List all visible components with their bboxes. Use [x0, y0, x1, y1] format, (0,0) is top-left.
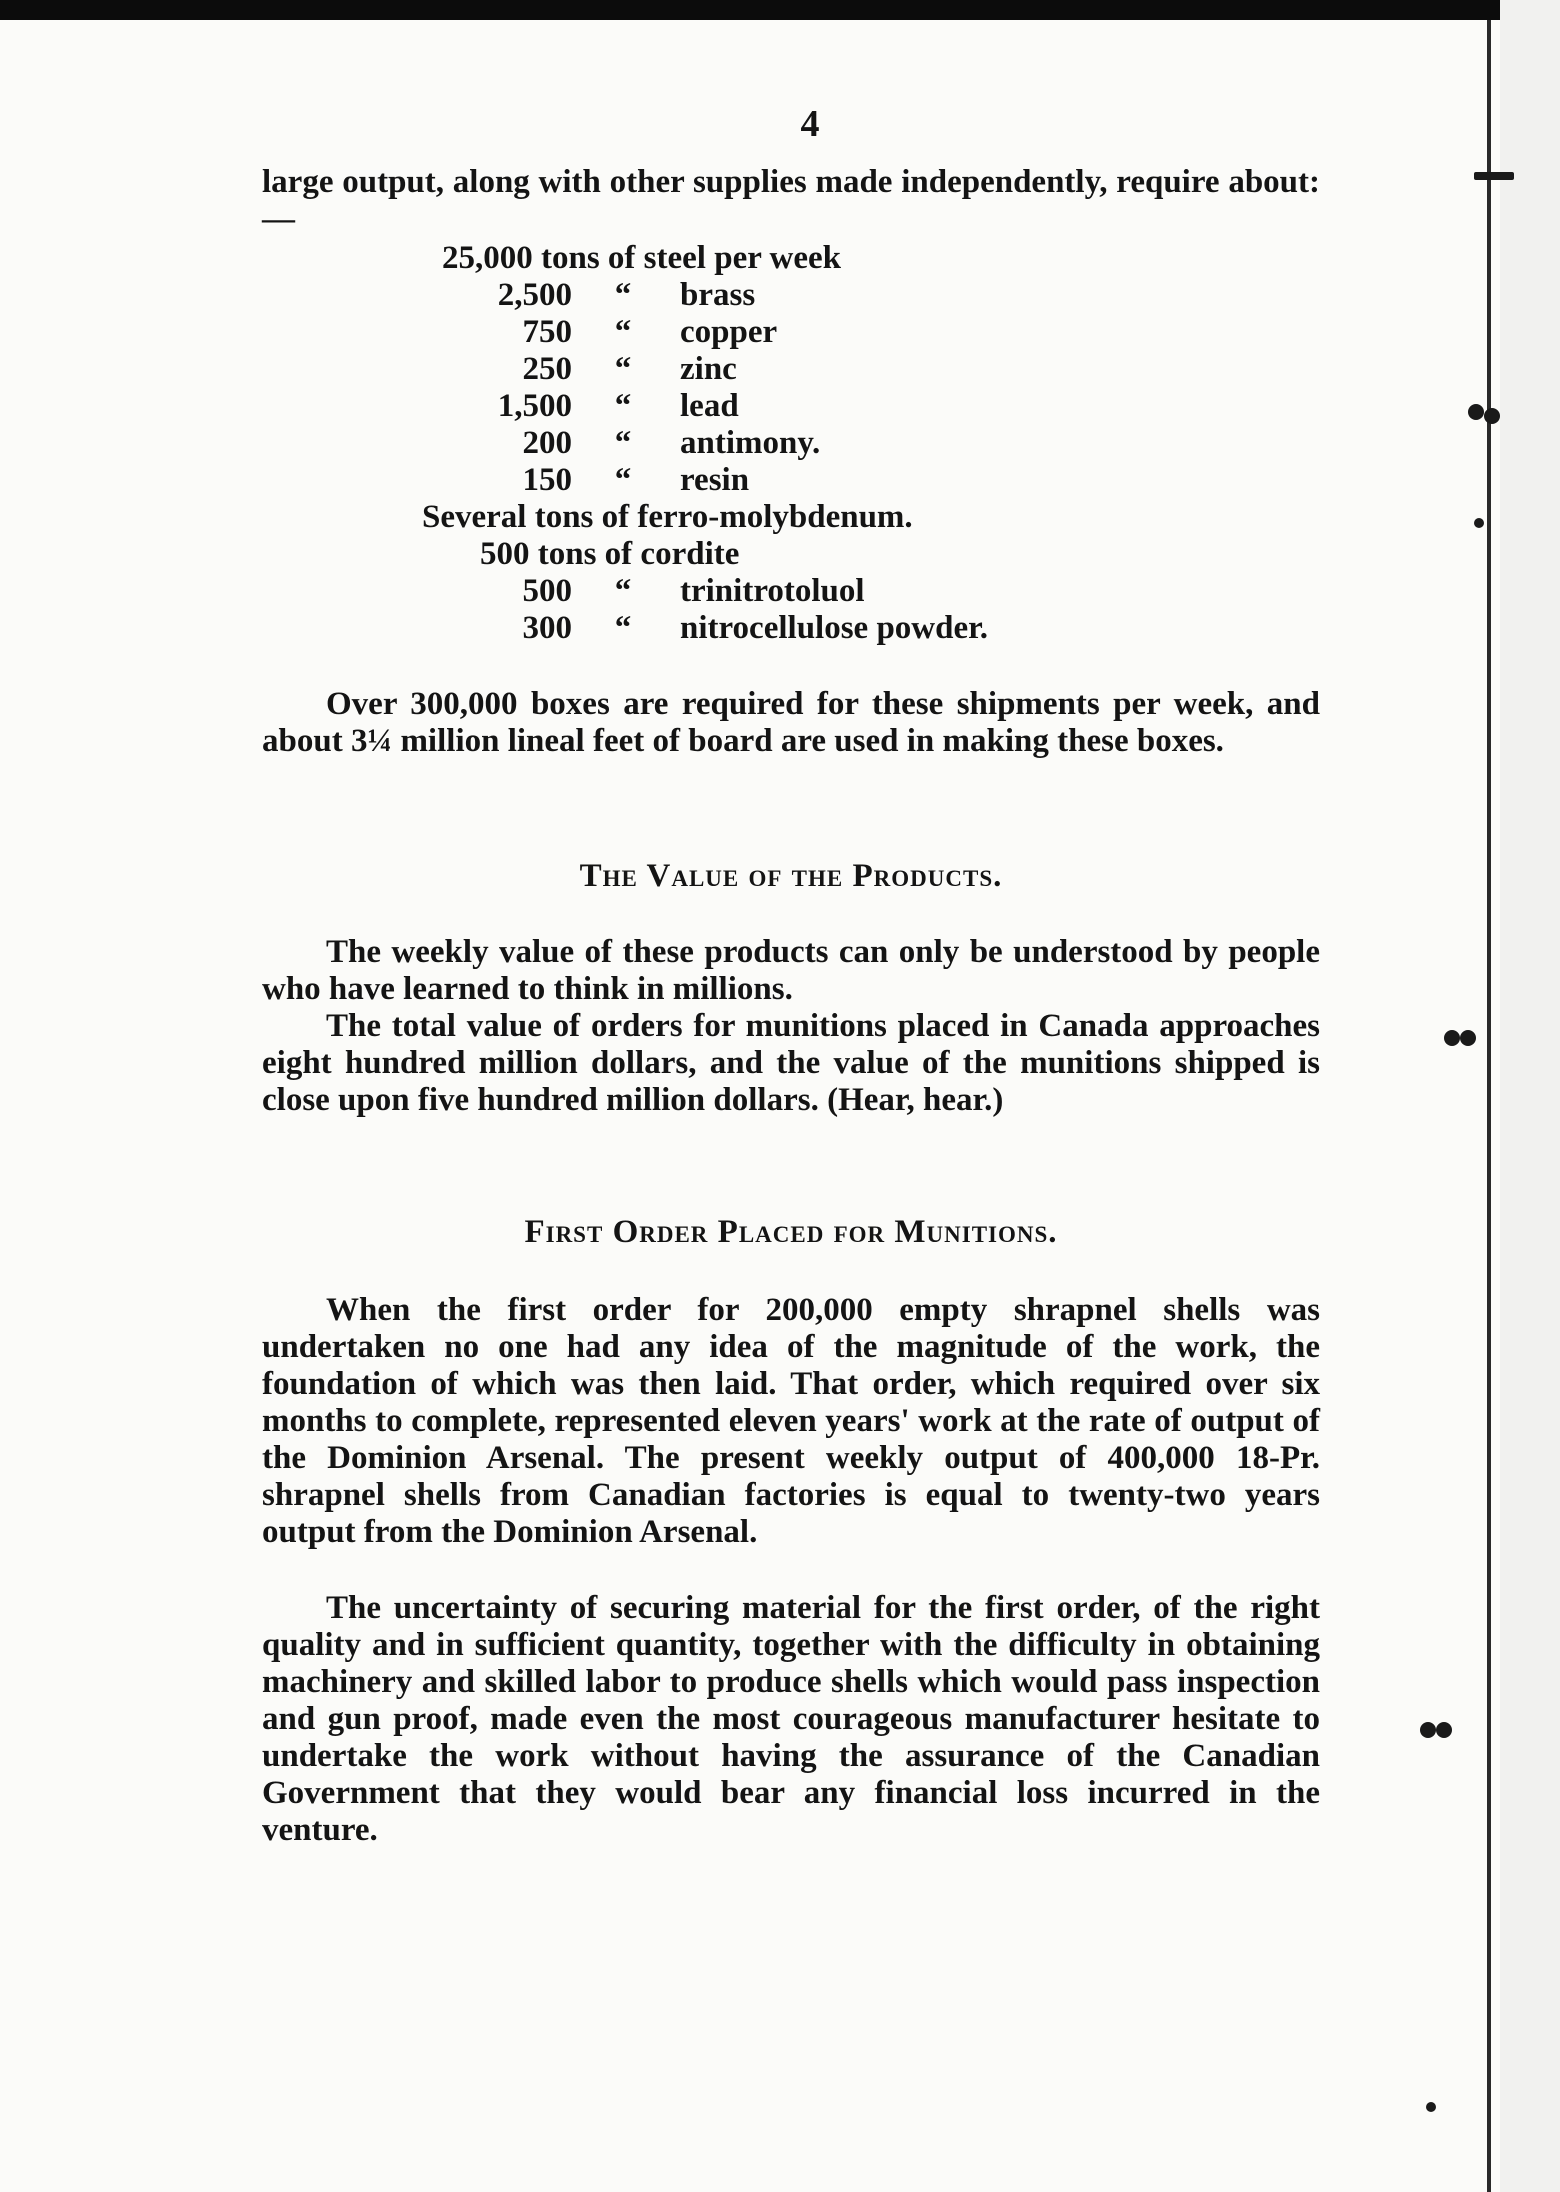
ditto-mark: “ [614, 388, 632, 424]
supply-text: 25,000 tons of steel per week [442, 240, 841, 276]
supply-material: antimony. [680, 425, 821, 461]
supply-quantity: 2,500 [497, 277, 572, 313]
supply-material: nitrocellulose powder. [680, 610, 989, 646]
ditto-mark: “ [614, 351, 632, 387]
supply-line [430, 425, 1190, 462]
page-number: 4 [800, 103, 820, 145]
uncertainty-paragraph: The uncertainty of securing material for the first order, of the right quality and in sufficient quantity, together with the difficulty in obtaining machinery and skilled labor to produce shells which would pass inspection and gun proof, made even the most courageous manufacturer hesitate to undertake the work without having the assurance of the Canadian Government that they would bear any financial loss incurred in the venture. [262, 1590, 1320, 1848]
supply-material: resin [680, 462, 750, 498]
intro-paragraph: large output, along with other supplies made independently, require about:— [262, 164, 1320, 237]
supply-quantity: 250 [522, 351, 572, 387]
binding-line [1487, 20, 1491, 2192]
ditto-mark: “ [614, 573, 632, 609]
binding-mark [1474, 172, 1514, 180]
ditto-mark: “ [614, 610, 632, 646]
supply-material: copper [680, 314, 778, 350]
ditto-mark: “ [614, 277, 632, 313]
supply-quantity: 1,500 [497, 388, 572, 424]
supply-text: Several tons of ferro-molybdenum. [422, 499, 913, 535]
first-order-paragraph: When the first order for 200,000 empty shrapnel shells was undertaken no one had any idea of the magnitude of the work, the foundation of which was then laid. That order, which required over six months to complete, represented eleven years' work at the rate of output of the Dominion Arsenal. The present weekly output of 400,000 18-Pr. shrapnel shells from Canadian factories is equal to twenty-two years output from the Dominion Arsenal. [262, 1292, 1320, 1550]
supply-line [430, 314, 1190, 351]
supply-line [430, 462, 1190, 499]
total-value-paragraph: The total value of orders for munitions placed in Canada approaches eight hundred million dollars, and the value of the munitions shipped is close upon five hundred million dollars. (Hear, hear.) [262, 1008, 1320, 1118]
binding-mark [1484, 408, 1500, 424]
scan-right-margin [1500, 0, 1560, 2192]
supply-line [430, 573, 1190, 610]
binding-mark [1426, 2102, 1436, 2112]
supply-line [430, 536, 1190, 573]
supply-material: zinc [680, 351, 737, 387]
supply-material: lead [680, 388, 739, 424]
supply-material: brass [680, 277, 756, 313]
binding-mark [1436, 1722, 1452, 1738]
section-heading-first-order: First Order Placed for Munitions. [524, 1214, 1058, 1250]
binding-mark [1468, 404, 1484, 420]
supply-line [430, 610, 1190, 647]
weekly-value-paragraph: The weekly value of these products can only be understood by people who have learned to think in millions. [262, 934, 1320, 1007]
boxes-paragraph: Over 300,000 boxes are required for these shipments per week, and about 3¼ million lineal feet of board are used in making these boxes. [262, 686, 1320, 759]
scan-top-edge [0, 0, 1560, 20]
supply-quantity: 150 [522, 462, 572, 498]
supply-quantity: 750 [522, 314, 572, 350]
supply-line [430, 388, 1190, 425]
binding-mark [1420, 1722, 1436, 1738]
supply-quantity: 300 [522, 610, 572, 646]
supply-quantity: 500 [522, 573, 572, 609]
binding-mark [1474, 518, 1484, 528]
section-heading-value: The Value of the Products. [579, 858, 1003, 894]
supply-quantity: 200 [522, 425, 572, 461]
ditto-mark: “ [614, 462, 632, 498]
supply-text: 500 tons of cordite [480, 536, 740, 572]
supply-line [430, 277, 1190, 314]
supply-line [430, 351, 1190, 388]
supply-material: trinitrotoluol [680, 573, 865, 609]
supplies-list [422, 240, 1190, 647]
binding-mark [1444, 1030, 1460, 1046]
ditto-mark: “ [614, 425, 632, 461]
supply-line [422, 499, 1190, 536]
binding-mark [1460, 1030, 1476, 1046]
supply-line [430, 240, 1190, 277]
ditto-mark: “ [614, 314, 632, 350]
